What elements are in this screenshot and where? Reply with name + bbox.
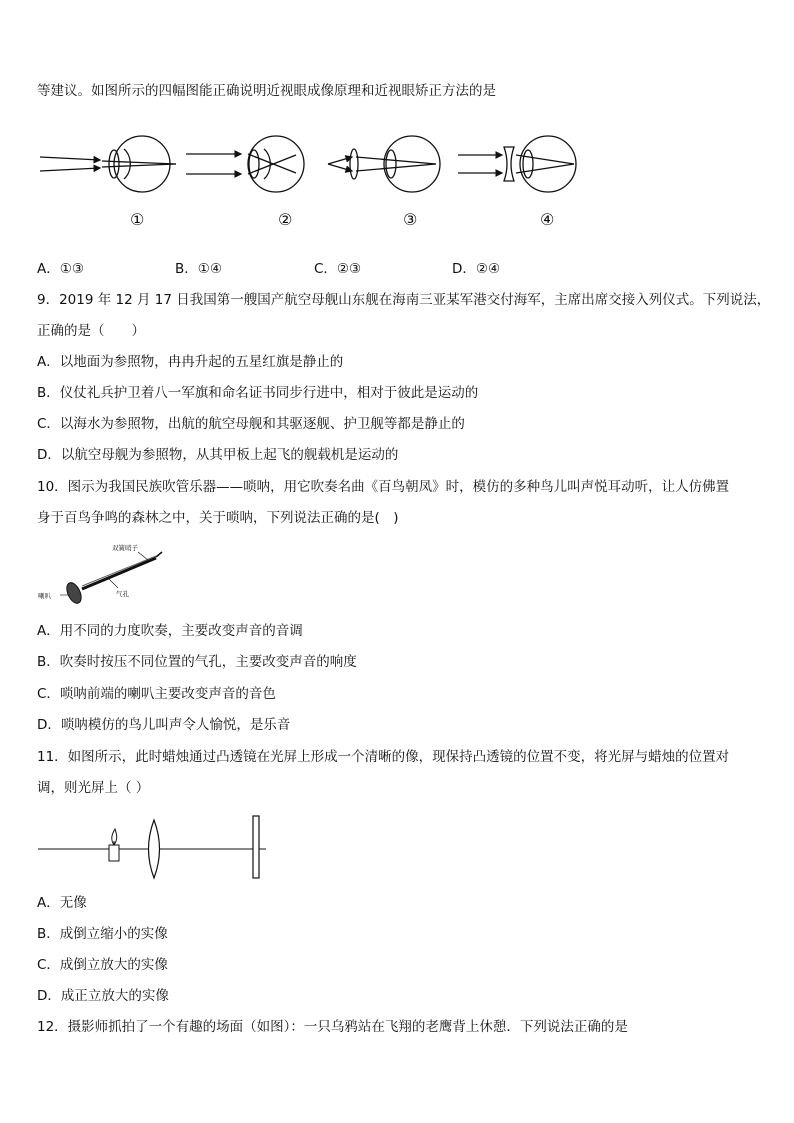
label-hole: 气孔 [116,590,129,598]
figure-label-3: ③ [403,210,418,229]
eye-diagram-3 [328,136,440,192]
q11-option-b: B．成倒立缩小的实像 [37,926,168,942]
lens-setup-figure [38,812,268,880]
q11-option-a: A．无像 [37,895,87,911]
candle [109,829,119,861]
q10-option-b: B．吹奏时按压不同位置的气孔，主要改变声音的响度 [37,654,357,670]
label-reed: 双簧哨子 [112,544,138,552]
q9-option-a: A．以地面为参照物，冉冉升起的五星红旗是静止的 [37,354,344,370]
light-screen [253,816,259,878]
q11-option-d: D．成正立放大的实像 [37,988,169,1004]
q8-option-b: B．①④ [175,261,222,277]
q10-stem-line2: 身于百鸟争鸣的森林之中，关于唢呐，下列说法正确的是( ) [37,510,399,526]
q11-stem-line2: 调，则光屏上（ ） [37,780,150,796]
figure-label-1: ① [130,210,145,229]
q8-stem: 等建议。如图所示的四幅图能正确说明近视眼成像原理和近视眼矫正方法的是 [37,83,496,99]
q9-option-d: D．以航空母舰为参照物，从其甲板上起飞的舰载机是运动的 [37,447,399,463]
convex-lens [149,820,160,878]
q12-stem-line1: 12．摄影师抓拍了一个有趣的场面（如图）：一只乌鸦站在飞翔的老鹰背上休憩．下列说法正确的是 [37,1019,628,1035]
q11-option-c: C．成倒立放大的实像 [37,957,168,973]
figure-label-2: ② [278,210,293,229]
q8-options [37,259,597,279]
label-bell: 喇叭 [38,592,51,600]
q8-option-d: D．②④ [452,261,501,277]
eye-diagram-4 [458,136,576,192]
eye-diagrams-figure [36,135,596,203]
eye-diagram-1 [40,136,176,192]
q11-stem-line1: 11．如图所示，此时蜡烛通过凸透镜在光屏上形成一个清晰的像，现保持凸透镜的位置不变，将光屏与蜡烛的位置对 [37,749,730,765]
suona-drawing [60,552,162,606]
figure-label-4: ④ [540,210,555,229]
eye-diagram-2 [186,136,304,192]
q10-stem-line1: 10．图示为我国民族吹管乐器——唢呐，用它吹奏名曲《百鸟朝凤》时，模仿的多种鸟儿叫声悦耳动听，让人仿佛置 [37,479,730,495]
q8-option-a: A．①③ [37,261,84,277]
q9-option-c: C．以海水为参照物，出航的航空母舰和其驱逐舰、护卫舰等都是静止的 [37,416,465,432]
q9-stem-line2: 正确的是（ ） [37,323,145,339]
q9-stem-line1: 9．2019 年 12 月 17 日我国第一艘国产航空母舰山东舰在海南三亚某军港交付海军，主席出席交接入列仪式。下列说法， [37,292,771,308]
q10-option-c: C．唢呐前端的喇叭主要改变声音的音色 [37,686,276,702]
q10-option-a: A．用不同的力度吹奏，主要改变声音的音调 [37,623,303,639]
suona-figure [38,542,168,610]
q8-option-c: C．②③ [314,261,362,277]
q9-option-b: B．仪仗礼兵护卫着八一军旗和命名证书同步行进中，相对于彼此是运动的 [37,385,479,401]
q10-option-d: D．唢呐模仿的鸟儿叫声令人愉悦，是乐音 [37,717,291,733]
